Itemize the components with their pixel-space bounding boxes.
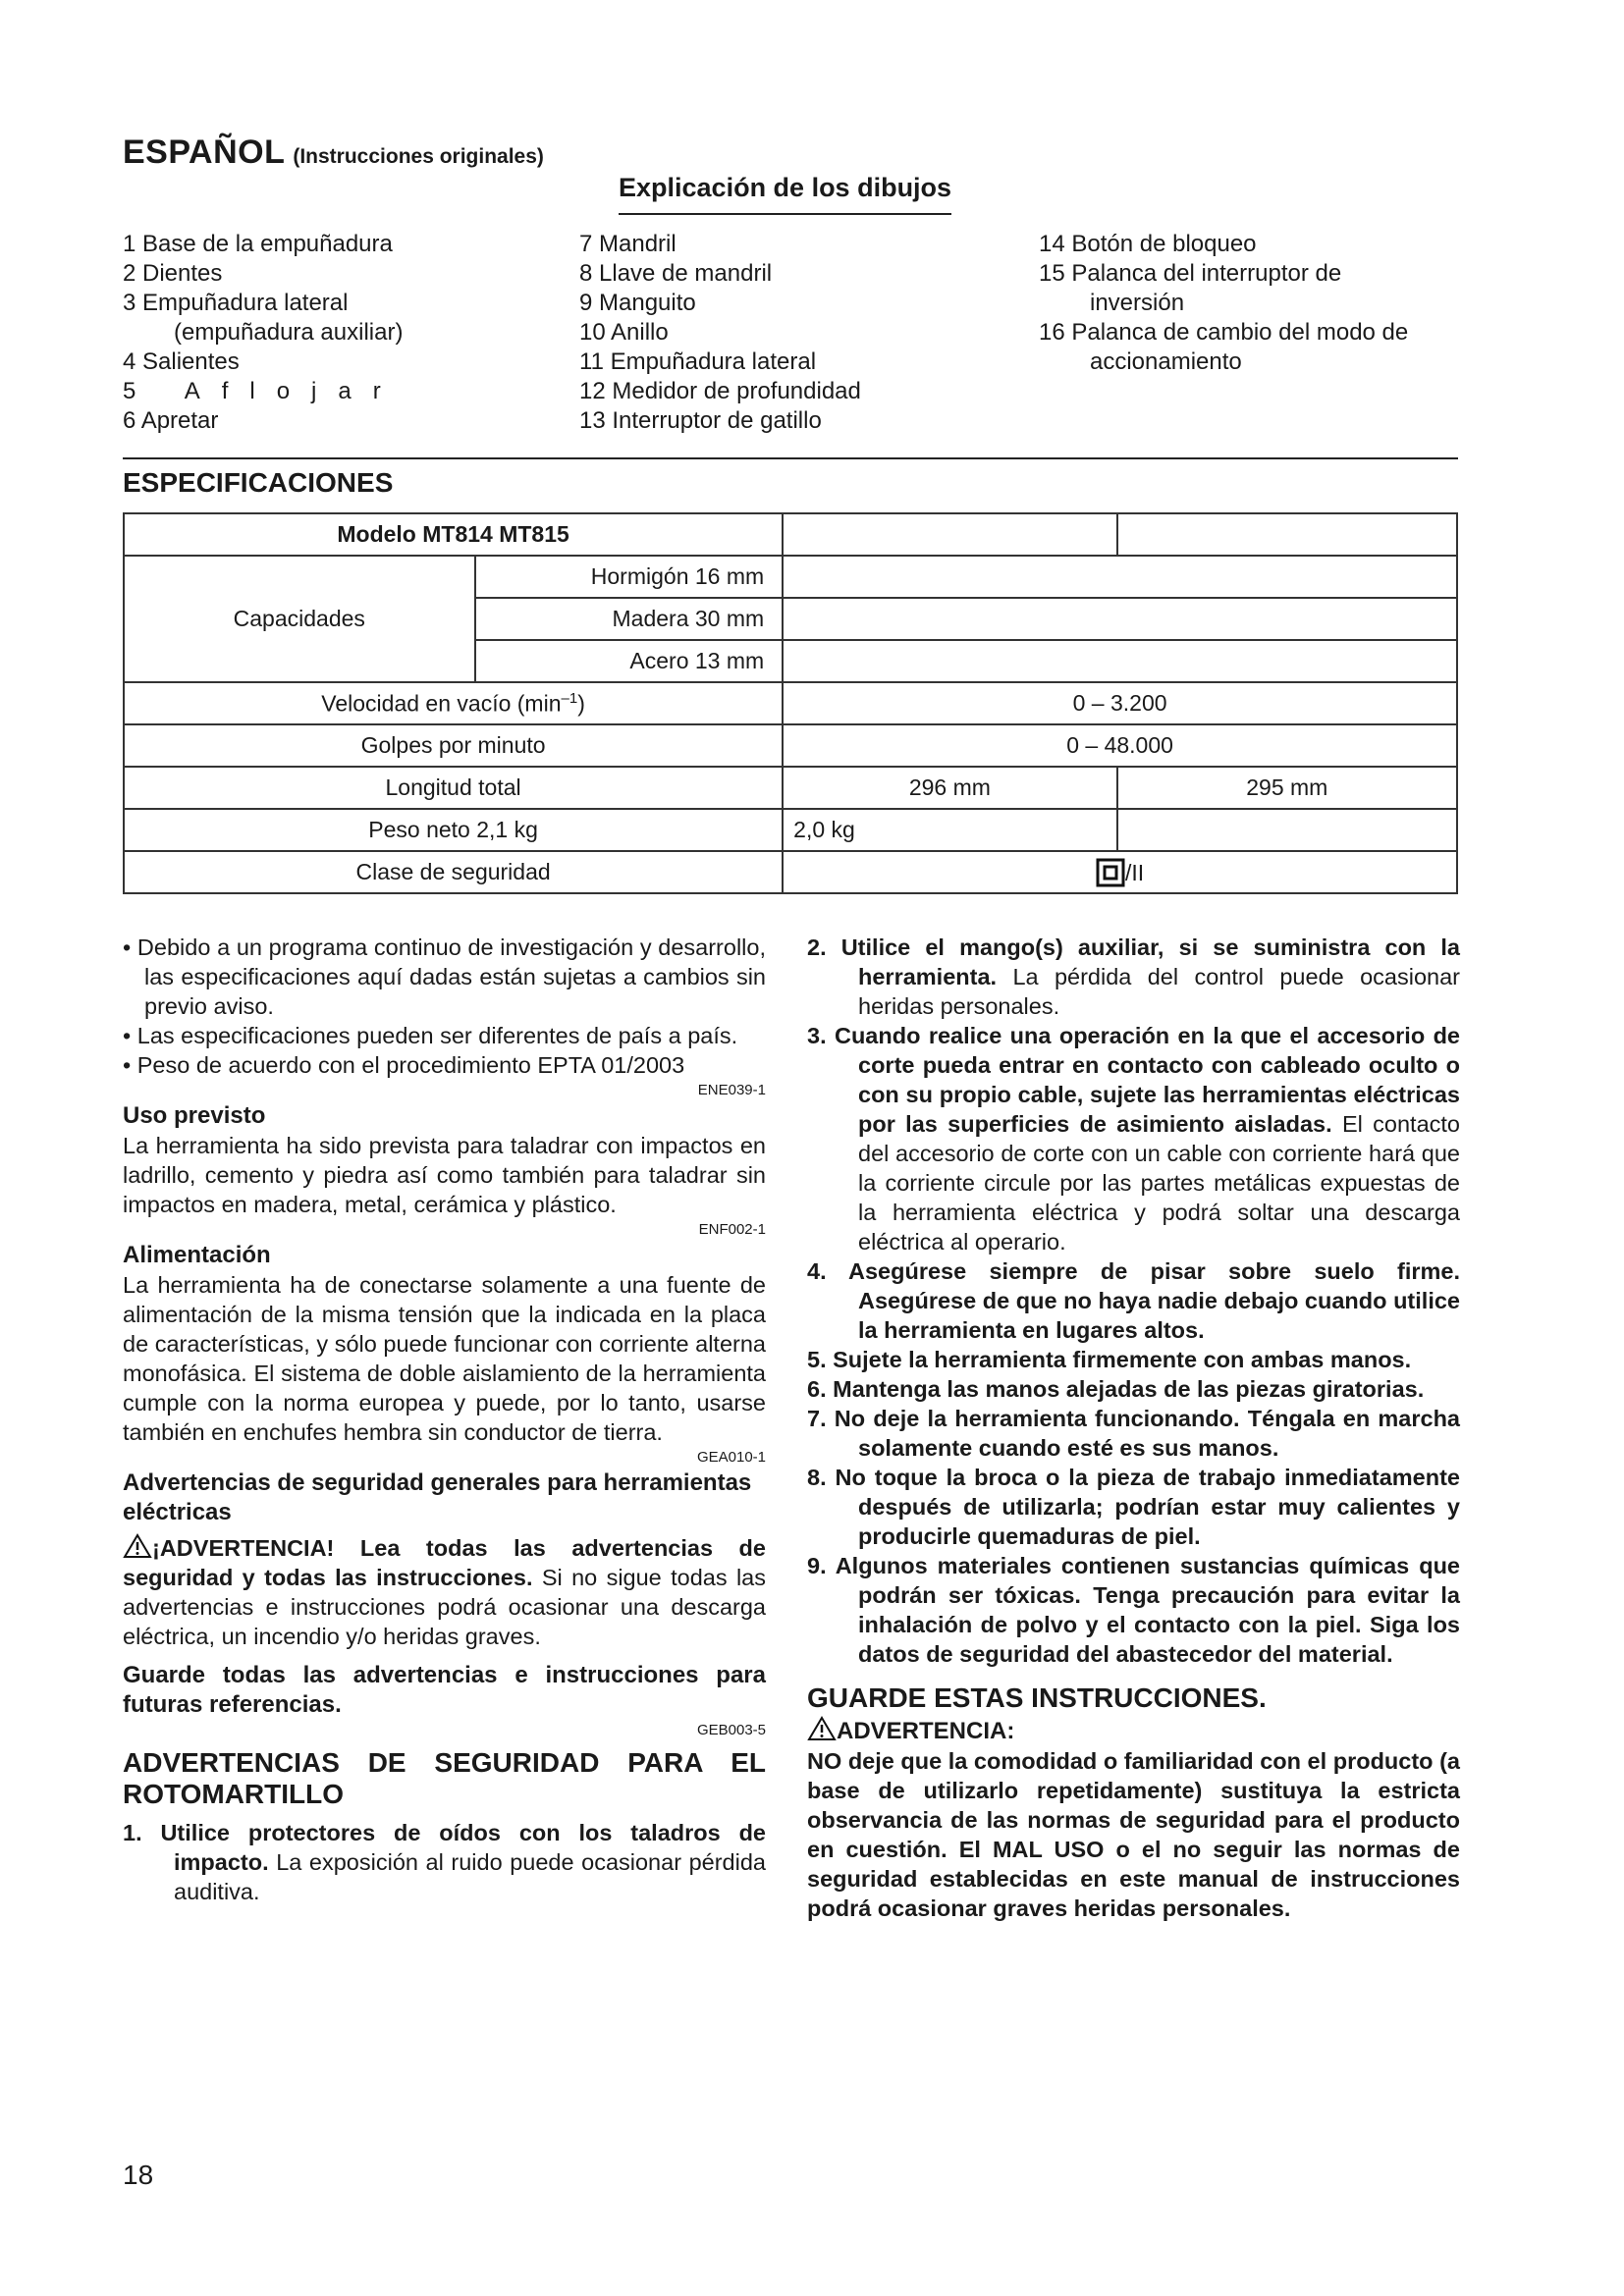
general-warnings-title: Advertencias de seguridad generales para herramientas eléctricas xyxy=(123,1469,752,1525)
table-row xyxy=(124,556,1457,598)
general-warning-text xyxy=(123,1533,766,1651)
use-text: La herramienta ha sido prevista para taladrar con impactos en ladrillo, cemento y piedra así como también para taladrar sin impactos en madera, metal, cerámica y plástico. xyxy=(123,1133,766,1217)
use-title: Uso previsto xyxy=(123,1102,266,1129)
section-code: GEA010-1 xyxy=(696,1449,766,1466)
speed-label-sup: –1 xyxy=(561,689,578,707)
length-label: Longitud total xyxy=(124,767,783,809)
warning-bold-text: ¡ADVERTENCIA! Lea todas las advertencias de seguridad y todas las instrucciones. xyxy=(123,1535,766,1590)
rule-item-4: 4. Asegúrese siempre de pisar sobre suelo firme. Asegúrese de que no haya nadie debajo cuando utilice la herramienta en lugares altos. xyxy=(807,1258,1460,1343)
legend-item: (empuñadura auxiliar) xyxy=(174,319,404,346)
rule-item-6: 6. Mantenga las manos alejadas de las piezas giratorias. xyxy=(807,1376,1425,1402)
power-title: Alimentación xyxy=(123,1242,271,1268)
section-code: ENF002-1 xyxy=(698,1221,766,1238)
table-cell xyxy=(783,513,1116,556)
spec-note-2: • Las especificaciones pueden ser diferentes de país a país. xyxy=(123,1023,738,1048)
save-instructions-text: Guarde todas las advertencias e instrucciones para futuras referencias. xyxy=(123,1662,766,1718)
table-cell xyxy=(1117,513,1457,556)
power-text: La herramienta ha de conectarse solamente a una fuente de alimentación de la misma tensión que la indicada en la placa de características, y sólo puede funcionar con corriente alterna monofásica. El sistema de doble aislamiento de la herramienta cumple con la norma europea y puede, por lo tanto, usarse también en enchufes hembra sin conductor de tierra. xyxy=(123,1272,766,1445)
rule-item-3 xyxy=(807,1021,1460,1256)
rule-item-7: 7. No deje la herramienta funcionando. Téngala en marcha solamente cuando esté es sus manos. xyxy=(807,1406,1460,1461)
legend-item: 4 Salientes xyxy=(123,348,240,375)
table-cell xyxy=(783,598,1457,640)
legend-item: 12 Medidor de profundidad xyxy=(579,378,861,404)
legend-item: 15 Palanca del interruptor de xyxy=(1039,260,1342,287)
legend-item: 14 Botón de bloqueo xyxy=(1039,231,1257,257)
rule-item-3-bold: 3. Cuando realice una operación en la que el accesorio de corte pueda entrar en contacto con cableado oculto o con su propio cable, sujete las herramientas eléctricas por las superficies de asimiento aisladas. xyxy=(807,1023,1460,1137)
bpm-label: Golpes por minuto xyxy=(124,724,783,767)
weight-value: 2,0 kg xyxy=(783,809,1116,851)
table-cell xyxy=(783,640,1457,682)
spec-note-3: • Peso de acuerdo con el procedimiento EPTA 01/2003 xyxy=(123,1052,685,1078)
legend-column-1 xyxy=(123,230,403,436)
legend-item: inversión xyxy=(1090,290,1185,316)
legend-item: 5 Aflojar xyxy=(123,378,403,404)
bpm-value: 0 – 48.000 xyxy=(783,724,1457,767)
table-cell xyxy=(783,556,1457,598)
warning-body-text: Si no sigue todas las advertencias e instrucciones podrá ocasionar una descarga eléctrica, un incendio y/o heridas graves. xyxy=(123,1565,766,1649)
speed-label-close: ) xyxy=(577,690,585,717)
save-instructions-title: GUARDE ESTAS INSTRUCCIONES. xyxy=(807,1682,1267,1713)
speed-label-text: Velocidad en vacío (min xyxy=(321,690,562,717)
legend-item: 11 Empuñadura lateral xyxy=(579,348,817,375)
legend-item: 10 Anillo xyxy=(579,319,669,346)
legend-item: 2 Dientes xyxy=(123,260,223,287)
legend-item: 8 Llave de mandril xyxy=(579,260,773,287)
table-row xyxy=(124,767,1457,809)
double-insulation-icon xyxy=(1096,858,1125,887)
speed-value: 0 – 3.200 xyxy=(783,682,1457,724)
capacity-wood: Madera 30 mm xyxy=(475,598,784,640)
legend-item: 9 Manguito xyxy=(579,290,696,316)
length-mt815: 295 mm xyxy=(1117,767,1457,809)
drawings-title: Explicación de los dibujos xyxy=(619,173,951,215)
table-row xyxy=(124,513,1457,556)
table-row xyxy=(124,851,1457,893)
rule-item-2-bold: 2. Utilice el mango(s) auxiliar, si se suministra con la herramienta. xyxy=(807,934,1460,989)
speed-label xyxy=(124,682,783,724)
legend-column-3 xyxy=(1039,230,1408,377)
rule-item-1 xyxy=(123,1818,766,1906)
page-title xyxy=(123,133,544,172)
rule-item-8: 8. No toque la broca o la pieza de trabajo inmediatamente después de utilizarla; podrían estar muy calientes y producirle quemaduras de piel. xyxy=(807,1465,1460,1549)
legend-column-2 xyxy=(579,230,861,436)
section-code: GEB003-5 xyxy=(696,1722,766,1738)
legend-item: 3 Empuñadura lateral xyxy=(123,290,349,316)
legend-item: 16 Palanca de cambio del modo de xyxy=(1039,319,1409,346)
language-title: ESPAÑOL xyxy=(123,133,286,171)
table-cell xyxy=(1117,809,1457,851)
table-row xyxy=(124,724,1457,767)
final-warning-text: NO deje que la comodidad o familiaridad con el producto (a base de utilizarlo repetidamente) sustituya la estricta observancia de las normas de seguridad para el producto en cuestión. El MAL USO o el no seguir las normas de seguridad establecidas en este manual de instrucciones podrá ocasionar graves heridas personales. xyxy=(807,1748,1460,1921)
rule-item-2 xyxy=(807,933,1460,1021)
spec-note-1: • Debido a un programa continuo de investigación y desarrollo, las especificaciones aquí dadas están sujetas a cambios sin previo aviso. xyxy=(123,934,766,1019)
hammer-warnings-title: ADVERTENCIAS DE SEGURIDAD PARA EL ROTOMARTILLO xyxy=(123,1747,766,1809)
specs-title: ESPECIFICACIONES xyxy=(123,467,394,498)
class-value-text: /II xyxy=(1125,859,1145,885)
rule-item-1-text: La exposición al ruido puede ocasionar pérdida auditiva. xyxy=(174,1849,766,1904)
legend-item: 6 Apretar xyxy=(123,407,219,434)
rule-item-2-text: La pérdida del control puede ocasionar heridas personales. xyxy=(858,964,1460,1019)
table-row xyxy=(124,682,1457,724)
right-column xyxy=(807,933,1460,1923)
legend-item: 1 Base de la empuñadura xyxy=(123,231,393,257)
warning-heading xyxy=(807,1716,1460,1746)
warning-icon xyxy=(807,1716,837,1741)
class-label: Clase de seguridad xyxy=(124,851,783,893)
section-code: ENE039-1 xyxy=(697,1082,766,1098)
capacity-concrete: Hormigón 16 mm xyxy=(475,556,784,598)
capacity-steel: Acero 13 mm xyxy=(475,640,784,682)
rule-item-1-bold: 1. Utilice protectores de oídos con los taladros de impacto. xyxy=(123,1820,766,1875)
warning-icon xyxy=(123,1533,152,1559)
page-number: 18 xyxy=(123,2160,154,2190)
rule-item-5: 5. Sujete la herramienta firmemente con ambas manos. xyxy=(807,1347,1412,1372)
legend-item: accionamiento xyxy=(1090,348,1242,375)
legend-item: 13 Interruptor de gatillo xyxy=(579,407,822,434)
left-column xyxy=(123,933,766,1906)
class-value xyxy=(783,851,1457,893)
rule-item-3-text: El contacto del accesorio de corte con un cable con corriente hará que la corriente circule por las partes metálicas expuestas de la herramienta eléctrica y podrá soltar una descarga eléctrica al operario. xyxy=(858,1111,1460,1255)
legend-item: 7 Mandril xyxy=(579,231,677,257)
capacities-label: Capacidades xyxy=(124,556,475,682)
rule-item-9: 9. Algunos materiales contienen sustancias químicas que podrán ser tóxicas. Tenga precaución para evitar la inhalación de polvo y el contacto con la piel. Siga los datos de seguridad del abastecedor del material. xyxy=(807,1553,1460,1667)
model-header: Modelo MT814 MT815 xyxy=(124,513,783,556)
specs-table xyxy=(123,512,1458,894)
table-row xyxy=(124,809,1457,851)
weight-label: Peso neto 2,1 kg xyxy=(124,809,783,851)
divider xyxy=(123,457,1458,459)
length-mt814: 296 mm xyxy=(783,767,1116,809)
language-subtitle: (Instrucciones originales) xyxy=(293,145,544,168)
warning-label: ADVERTENCIA: xyxy=(837,1718,1015,1744)
